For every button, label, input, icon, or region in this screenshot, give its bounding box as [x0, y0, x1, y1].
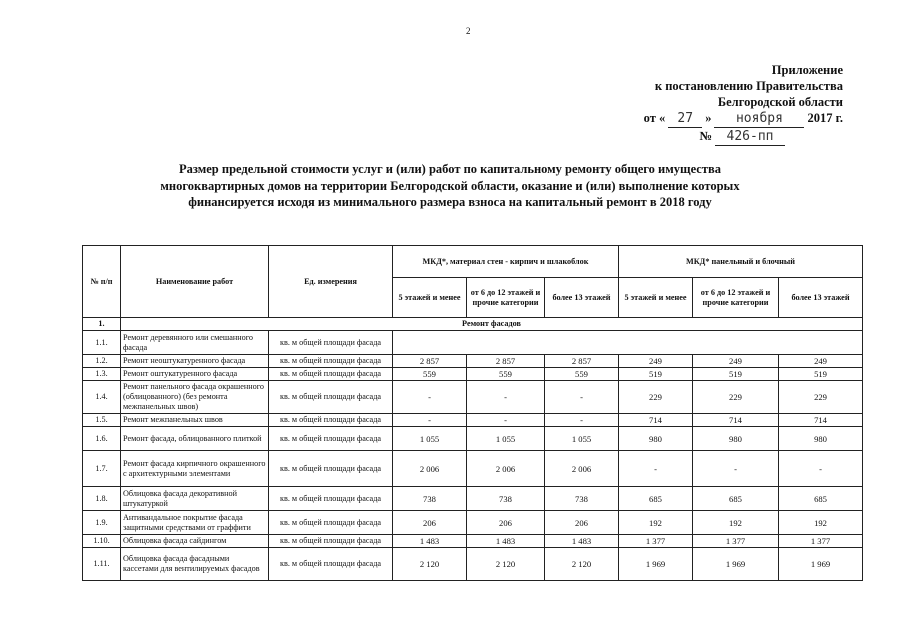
- row-value-4: 519: [619, 368, 693, 381]
- table-row: [83, 487, 863, 511]
- row-value-6: 685: [779, 487, 863, 511]
- table-row: [83, 548, 863, 581]
- table-row: [83, 427, 863, 451]
- header-sub-1: 5 этажей и менее: [393, 278, 467, 318]
- header-unit: Ед. измерения: [269, 246, 393, 318]
- row-unit: кв. м общей площади фасада: [269, 548, 393, 581]
- row-value-3: 2 120: [545, 548, 619, 581]
- header-group-brick: МКД*, материал стен - кирпич и шлакоблок: [393, 246, 619, 278]
- row-num: 1.10.: [83, 535, 121, 548]
- row-value-2: 559: [467, 368, 545, 381]
- table-row: [83, 355, 863, 368]
- row-value-2: 2 120: [467, 548, 545, 581]
- date-year: 2017 г.: [807, 111, 843, 125]
- row-value-1: 559: [393, 368, 467, 381]
- row-value-4: 714: [619, 414, 693, 427]
- appendix-title: Приложение: [771, 63, 843, 77]
- row-value-5: -: [693, 451, 779, 487]
- row-num: 1.4.: [83, 381, 121, 414]
- row-name: Ремонт фасада, облицованного плиткой: [121, 427, 269, 451]
- row-name: Ремонт неоштукатуренного фасада: [121, 355, 269, 368]
- row-unit: кв. м общей площади фасада: [269, 511, 393, 535]
- table-row: [83, 511, 863, 535]
- table-row: [83, 381, 863, 414]
- row-value-2: 206: [467, 511, 545, 535]
- section-title: Ремонт фасадов: [121, 318, 863, 331]
- document-number: 426-пп: [715, 129, 785, 146]
- appendix-date-line: [613, 110, 843, 128]
- row-value-3: -: [545, 414, 619, 427]
- row-value-5: 714: [693, 414, 779, 427]
- row-num: 1.8.: [83, 487, 121, 511]
- row-value-5: 1 377: [693, 535, 779, 548]
- row-value-5: 685: [693, 487, 779, 511]
- row-value-4: 980: [619, 427, 693, 451]
- appendix-block: [613, 62, 843, 146]
- row-num: 1.2.: [83, 355, 121, 368]
- row-value-1: 206: [393, 511, 467, 535]
- row-name: Ремонт межпанельных швов: [121, 414, 269, 427]
- date-prefix: от «: [643, 111, 666, 125]
- row-value-1: 1 483: [393, 535, 467, 548]
- row-value-2: 2 857: [467, 355, 545, 368]
- row-value-3: -: [545, 381, 619, 414]
- document-title: [130, 161, 770, 211]
- row-value-4: 249: [619, 355, 693, 368]
- row-unit: кв. м общей площади фасада: [269, 331, 393, 355]
- row-name: Ремонт фасада кирпичного окрашенного с архитектурными элементами: [121, 451, 269, 487]
- row-empty-values: [393, 331, 863, 355]
- row-value-6: 714: [779, 414, 863, 427]
- header-row-1: [83, 246, 863, 278]
- row-value-1: 738: [393, 487, 467, 511]
- row-num: 1.9.: [83, 511, 121, 535]
- appendix-number-line: [613, 128, 843, 146]
- row-unit: кв. м общей площади фасада: [269, 535, 393, 548]
- row-unit: кв. м общей площади фасада: [269, 355, 393, 368]
- row-value-4: -: [619, 451, 693, 487]
- table-row: [83, 368, 863, 381]
- row-value-4: 192: [619, 511, 693, 535]
- row-value-6: 519: [779, 368, 863, 381]
- table-row: [83, 414, 863, 427]
- row-name: Облицовка фасада фасадными кассетами для вентилируемых фасадов: [121, 548, 269, 581]
- row-value-5: 1 969: [693, 548, 779, 581]
- row-value-5: 519: [693, 368, 779, 381]
- number-prefix: №: [699, 129, 712, 143]
- row-value-5: 229: [693, 381, 779, 414]
- row-value-1: 2 857: [393, 355, 467, 368]
- row-value-3: 2 857: [545, 355, 619, 368]
- row-value-6: 229: [779, 381, 863, 414]
- row-value-6: 980: [779, 427, 863, 451]
- row-unit: кв. м общей площади фасада: [269, 381, 393, 414]
- row-name: Ремонт деревянного или смешанного фасада: [121, 331, 269, 355]
- header-group-panel: МКД* панельный и блочный: [619, 246, 863, 278]
- header-sub-3: более 13 этажей: [545, 278, 619, 318]
- header-name: Наименование работ: [121, 246, 269, 318]
- row-name: Облицовка фасада сайдингом: [121, 535, 269, 548]
- title-line-1: Размер предельной стоимости услуг и (или) работ по капитальному ремонту общего имущества: [179, 162, 721, 176]
- row-num: 1.1.: [83, 331, 121, 355]
- row-name: Ремонт оштукатуренного фасада: [121, 368, 269, 381]
- cost-table: [82, 245, 863, 581]
- appendix-region: Белгородской области: [717, 95, 843, 109]
- row-value-6: 192: [779, 511, 863, 535]
- appendix-resolution: к постановлению Правительства: [654, 79, 843, 93]
- row-num: 1.11.: [83, 548, 121, 581]
- row-name: Ремонт панельного фасада окрашенного (облицованного) (без ремонта межпанельных швов): [121, 381, 269, 414]
- row-value-4: 229: [619, 381, 693, 414]
- row-unit: кв. м общей площади фасада: [269, 451, 393, 487]
- row-value-3: 2 006: [545, 451, 619, 487]
- row-value-6: 1 969: [779, 548, 863, 581]
- row-value-2: 2 006: [467, 451, 545, 487]
- row-value-5: 192: [693, 511, 779, 535]
- row-num: 1.7.: [83, 451, 121, 487]
- row-num: 1.3.: [83, 368, 121, 381]
- row-num: 1.6.: [83, 427, 121, 451]
- row-unit: кв. м общей площади фасада: [269, 427, 393, 451]
- section-num: 1.: [83, 318, 121, 331]
- date-day: 27: [668, 111, 702, 128]
- row-num: 1.5.: [83, 414, 121, 427]
- row-value-6: -: [779, 451, 863, 487]
- row-value-2: 1 055: [467, 427, 545, 451]
- row-value-1: -: [393, 381, 467, 414]
- row-unit: кв. м общей площади фасада: [269, 368, 393, 381]
- date-month: ноября: [714, 111, 804, 128]
- row-unit: кв. м общей площади фасада: [269, 414, 393, 427]
- title-line-3: финансируется исходя из минимального размера взноса на капитальный ремонт в 2018 году: [188, 195, 712, 209]
- row-unit: кв. м общей площади фасада: [269, 487, 393, 511]
- row-value-2: 738: [467, 487, 545, 511]
- row-value-1: 2 006: [393, 451, 467, 487]
- row-value-3: 559: [545, 368, 619, 381]
- header-sub-6: более 13 этажей: [779, 278, 863, 318]
- row-value-2: -: [467, 414, 545, 427]
- row-value-3: 1 483: [545, 535, 619, 548]
- row-value-5: 249: [693, 355, 779, 368]
- row-value-4: 1 377: [619, 535, 693, 548]
- row-value-2: 1 483: [467, 535, 545, 548]
- table-row: [83, 451, 863, 487]
- row-value-3: 206: [545, 511, 619, 535]
- table-row: [83, 535, 863, 548]
- page-number: 2: [466, 26, 471, 36]
- row-name: Антивандальное покрытие фасада защитными средствами от граффити: [121, 511, 269, 535]
- row-value-6: 1 377: [779, 535, 863, 548]
- row-value-4: 685: [619, 487, 693, 511]
- row-name: Облицовка фасада декоративной штукатуркой: [121, 487, 269, 511]
- header-sub-2: от 6 до 12 этажей и прочие категории: [467, 278, 545, 318]
- header-num: № п/п: [83, 246, 121, 318]
- row-value-1: 1 055: [393, 427, 467, 451]
- row-value-3: 738: [545, 487, 619, 511]
- row-value-2: -: [467, 381, 545, 414]
- table-row: [83, 331, 863, 355]
- row-value-1: -: [393, 414, 467, 427]
- header-sub-4: 5 этажей и менее: [619, 278, 693, 318]
- header-sub-5: от 6 до 12 этажей и прочие категории: [693, 278, 779, 318]
- row-value-6: 249: [779, 355, 863, 368]
- row-value-3: 1 055: [545, 427, 619, 451]
- section-row: [83, 318, 863, 331]
- title-line-2: многоквартирных домов на территории Белгородской области, оказание и (или) выполнение которых: [160, 178, 740, 193]
- row-value-4: 1 969: [619, 548, 693, 581]
- row-value-1: 2 120: [393, 548, 467, 581]
- date-quote-close: »: [705, 111, 712, 125]
- row-value-5: 980: [693, 427, 779, 451]
